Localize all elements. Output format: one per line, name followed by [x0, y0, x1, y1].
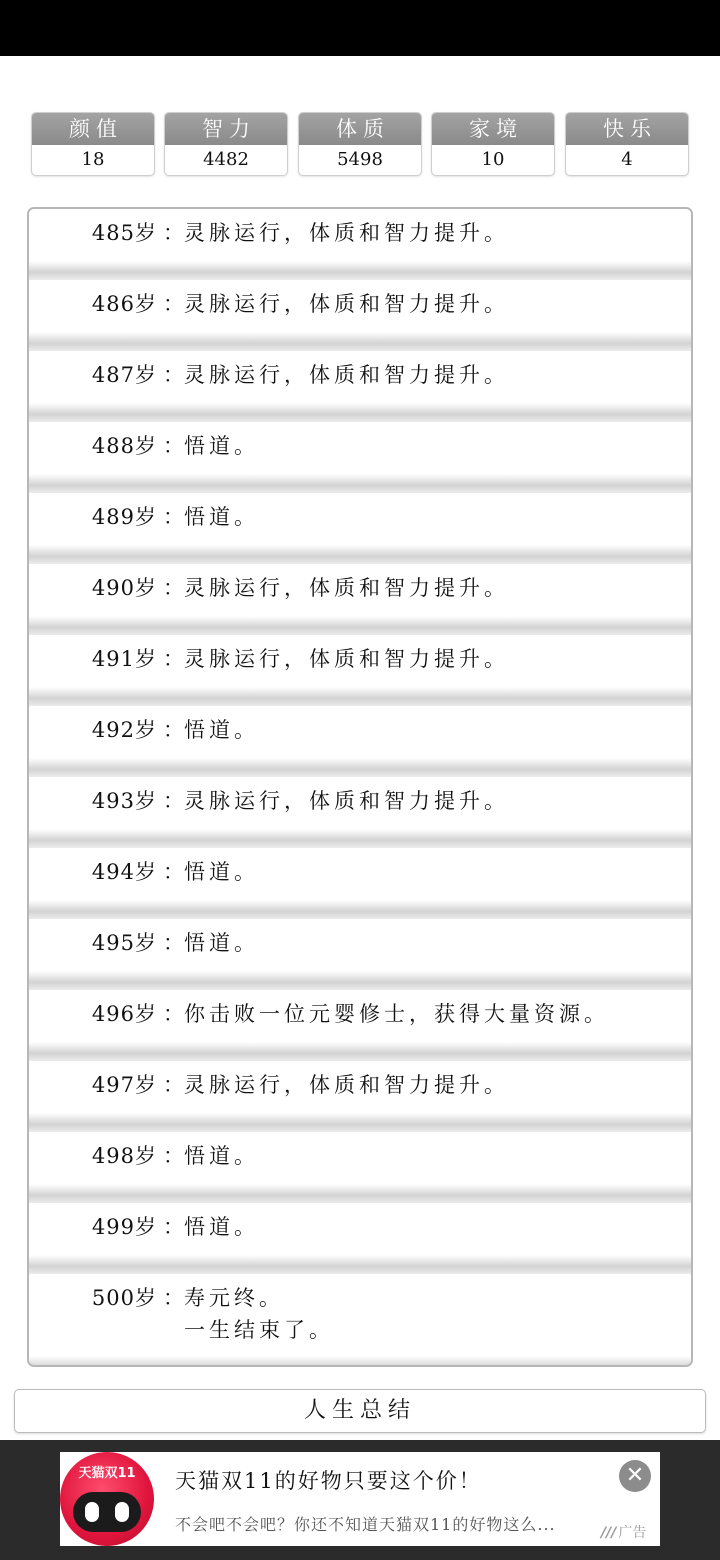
- log-divider: [29, 687, 691, 706]
- log-text: 悟道。: [184, 860, 259, 884]
- log-text: 灵脉运行，体质和智力提升。: [184, 789, 509, 813]
- log-age: 497岁: [91, 1073, 157, 1097]
- stat-value: 18: [81, 149, 105, 170]
- log-colon: ：: [163, 363, 184, 387]
- log-text: 悟道。: [184, 718, 259, 742]
- log-colon: ：: [163, 931, 184, 955]
- log-age: 485岁: [91, 221, 157, 245]
- eye-left: [85, 1502, 99, 1522]
- stat-card-happiness: [565, 112, 689, 176]
- ad-banner[interactable]: [60, 1452, 660, 1546]
- log-text: 你击败一位元婴修士，获得大量资源。: [184, 1002, 609, 1026]
- ad-label: [601, 1522, 646, 1542]
- log-text-line2: 一生结束了。: [184, 1318, 334, 1342]
- ad-brand-text: 天猫双11: [78, 1466, 136, 1481]
- log-text: 灵脉运行，体质和智力提升。: [184, 576, 509, 600]
- log-divider: [29, 1255, 691, 1274]
- log-age: 490岁: [91, 576, 157, 600]
- log-text: 悟道。: [184, 505, 259, 529]
- log-divider: [29, 403, 691, 422]
- log-divider: [29, 758, 691, 777]
- log-text: 悟道。: [184, 931, 259, 955]
- log-age: 493岁: [91, 789, 157, 813]
- status-bar: [0, 0, 720, 56]
- stat-label: 智力: [165, 113, 287, 145]
- eye-right: [115, 1502, 129, 1522]
- ad-label-text: 广告: [618, 1525, 647, 1541]
- log-colon: ：: [163, 789, 184, 813]
- log-colon: ：: [163, 221, 184, 245]
- stat-card-family: [431, 112, 555, 176]
- log-age: 492岁: [91, 718, 157, 742]
- log-divider: [29, 1113, 691, 1132]
- ad-subtitle[interactable]: 不会吧不会吧？你还不知道天猫双11的好物这么...: [175, 1515, 556, 1534]
- log-text: 寿元终。: [184, 1286, 284, 1310]
- log-entry: [29, 493, 691, 545]
- log-text: 灵脉运行，体质和智力提升。: [184, 647, 509, 671]
- stat-value: 4: [621, 149, 633, 170]
- log-divider: [29, 1184, 691, 1203]
- log-entry: [29, 919, 691, 971]
- log-age: 500岁: [91, 1286, 157, 1310]
- log-text: 悟道。: [184, 1144, 259, 1168]
- log-text: 悟道。: [184, 1215, 259, 1239]
- log-entry: [29, 1061, 691, 1113]
- log-age: 494岁: [91, 860, 157, 884]
- life-summary-button[interactable]: 人生总结: [14, 1389, 706, 1433]
- log-entry: [29, 351, 691, 403]
- log-divider: [29, 616, 691, 635]
- stat-label: 体质: [299, 113, 421, 145]
- log-divider: [29, 545, 691, 564]
- log-entry: [29, 422, 691, 474]
- ad-title[interactable]: 天猫双11的好物只要这个价！: [175, 1469, 482, 1493]
- stat-value: 4482: [203, 149, 249, 170]
- stat-label: 颜值: [32, 113, 154, 145]
- log-colon: ：: [163, 718, 184, 742]
- log-colon: ：: [163, 647, 184, 671]
- log-text: 灵脉运行，体质和智力提升。: [184, 1073, 509, 1097]
- log-divider: [29, 332, 691, 351]
- log-text: 灵脉运行，体质和智力提升。: [184, 363, 509, 387]
- log-entry: [29, 990, 691, 1042]
- log-colon: ：: [163, 576, 184, 600]
- stat-label: 家境: [432, 113, 554, 145]
- log-text: 灵脉运行，体质和智力提升。: [184, 221, 509, 245]
- log-divider: [29, 261, 691, 280]
- log-text: 悟道。: [184, 434, 259, 458]
- log-divider: [29, 1042, 691, 1061]
- ad-network-icon: ///: [601, 1525, 617, 1541]
- log-text: 灵脉运行，体质和智力提升。: [184, 292, 509, 316]
- log-divider: [29, 829, 691, 848]
- stat-card-intelligence: [164, 112, 288, 176]
- log-age: 498岁: [91, 1144, 157, 1168]
- stat-value: 10: [481, 149, 505, 170]
- stat-card-constitution: [298, 112, 422, 176]
- log-entry-final: [29, 1274, 691, 1356]
- log-entry: [29, 209, 691, 261]
- stat-label: 快乐: [566, 113, 688, 145]
- life-event-log[interactable]: [27, 207, 693, 1367]
- log-colon: ：: [163, 1002, 184, 1026]
- log-colon: ：: [163, 434, 184, 458]
- log-entry: [29, 1203, 691, 1255]
- tmall-logo-icon: [60, 1452, 154, 1546]
- stat-value: 5498: [337, 149, 383, 170]
- log-age: 496岁: [91, 1002, 157, 1026]
- log-age: 491岁: [91, 647, 157, 671]
- tmall-cat-face: [73, 1492, 141, 1532]
- log-entry: [29, 848, 691, 900]
- log-entry: [29, 280, 691, 332]
- log-entry: [29, 706, 691, 758]
- log-entry: [29, 564, 691, 616]
- log-age: 486岁: [91, 292, 157, 316]
- log-colon: ：: [163, 860, 184, 884]
- log-age: 488岁: [91, 434, 157, 458]
- close-icon[interactable]: ✕: [619, 1460, 651, 1492]
- log-divider: [29, 900, 691, 919]
- log-age: 489岁: [91, 505, 157, 529]
- log-age: 495岁: [91, 931, 157, 955]
- log-entry: [29, 635, 691, 687]
- log-entry: [29, 777, 691, 829]
- log-divider: [29, 971, 691, 990]
- log-colon: ：: [163, 505, 184, 529]
- stat-card-appearance: [31, 112, 155, 176]
- log-colon: ：: [163, 1215, 184, 1239]
- log-entry: [29, 1132, 691, 1184]
- log-divider: [29, 474, 691, 493]
- log-colon: ：: [163, 1286, 184, 1310]
- log-colon: ：: [163, 292, 184, 316]
- log-divider: [29, 1356, 691, 1367]
- log-age: 499岁: [91, 1215, 157, 1239]
- log-colon: ：: [163, 1073, 184, 1097]
- log-age: 487岁: [91, 363, 157, 387]
- log-colon: ：: [163, 1144, 184, 1168]
